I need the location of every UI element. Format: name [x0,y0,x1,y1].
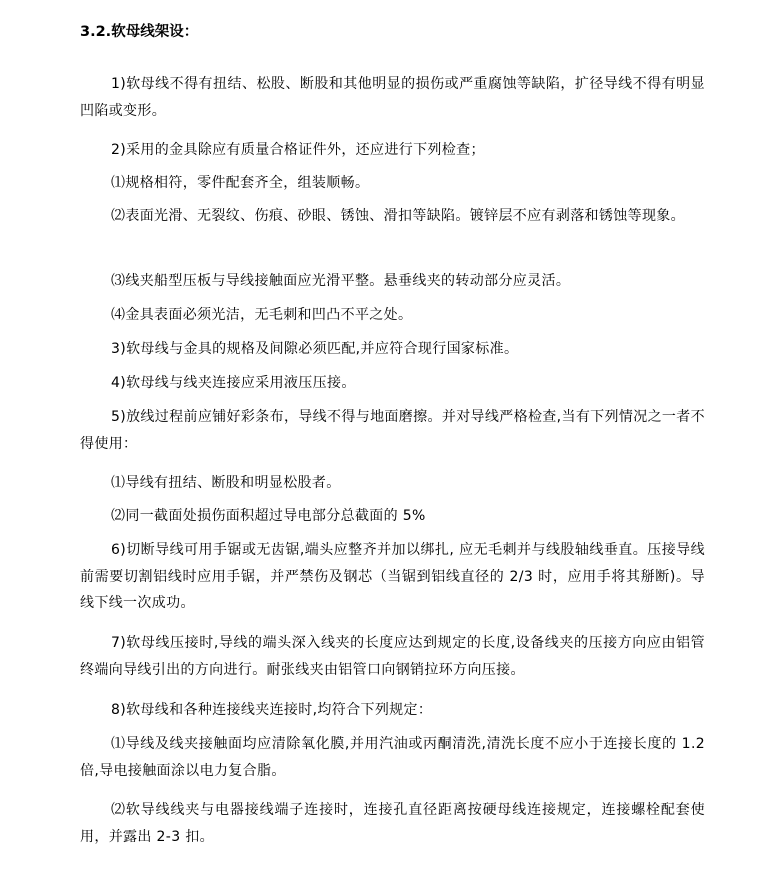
paragraph-16: ⑵软导线线夹与电器接线端子连接时，连接孔直径距离按硬母线连接规定，连接螺栓配套使用，并露出 2-3 扣。 [80,802,705,845]
paragraph-13: 7)软母线压接时,导线的端头深入线夹的长度应达到规定的长度,设备线夹的压接方向应由铝管终端向导线引出的方向进行。耐张线夹由铝管口向钢销拉环方向压接。 [80,635,705,678]
section-title: 3.2.软母线架设： [80,24,199,40]
paragraph-7: 3)软母线与金具的规格及间隙必须匹配,并应符合现行国家标准。 [111,341,519,357]
paragraph-12: 6)切断导线可用手锯或无齿锯,端头应整齐并加以绑扎, 应无毛刺并与线股轴线垂直。压接导线前需要切割铝线时应用手锯，并严禁伤及钢芯（当锯到铝线直径的 2/3 时，应用手将其掰断)。导线下线一次成功。 [80,542,705,611]
paragraph-14: 8)软母线和各种连接线夹连接时,均符合下列规定： [111,702,433,718]
paragraph-8: 4)软母线与线夹连接应采用液压压接。 [111,375,356,391]
paragraph-9: 5)放线过程前应铺好彩条布，导线不得与地面磨擦。并对导线严格检查,当有下列情况之一者不得使用： [80,409,705,452]
paragraph-1: 1)软母线不得有扭结、松股、断股和其他明显的损伤或严重腐蚀等缺陷，扩径导线不得有明显凹陷或变形。 [80,76,705,119]
paragraph-6: ⑷金具表面必须光洁，无毛刺和凹凸不平之处。 [111,307,413,323]
paragraph-11: ⑵同一截面处损伤面积超过导电部分总截面的 5% [111,508,426,524]
paragraph-3: ⑴规格相符，零件配套齐全，组装顺畅。 [111,175,370,191]
paragraph-5: ⑶线夹船型压板与导线接触面应光滑平整。悬垂线夹的转动部分应灵活。 [111,273,571,289]
paragraph-15: ⑴导线及线夹接触面均应清除氧化膜,并用汽油或丙酮清洗,清洗长度不应小于连接长度的 1.2 倍,导电接触面涂以电力复合脂。 [80,736,705,779]
paragraph-10: ⑴导线有扭结、断股和明显松股者。 [111,475,341,491]
paragraph-4: ⑵表面光滑、无裂纹、伤痕、砂眼、锈蚀、滑扣等缺陷。镀锌层不应有剥落和锈蚀等现象。 [111,208,685,224]
paragraph-2: 2)采用的金具除应有质量合格证件外，还应进行下列检查； [111,142,485,158]
